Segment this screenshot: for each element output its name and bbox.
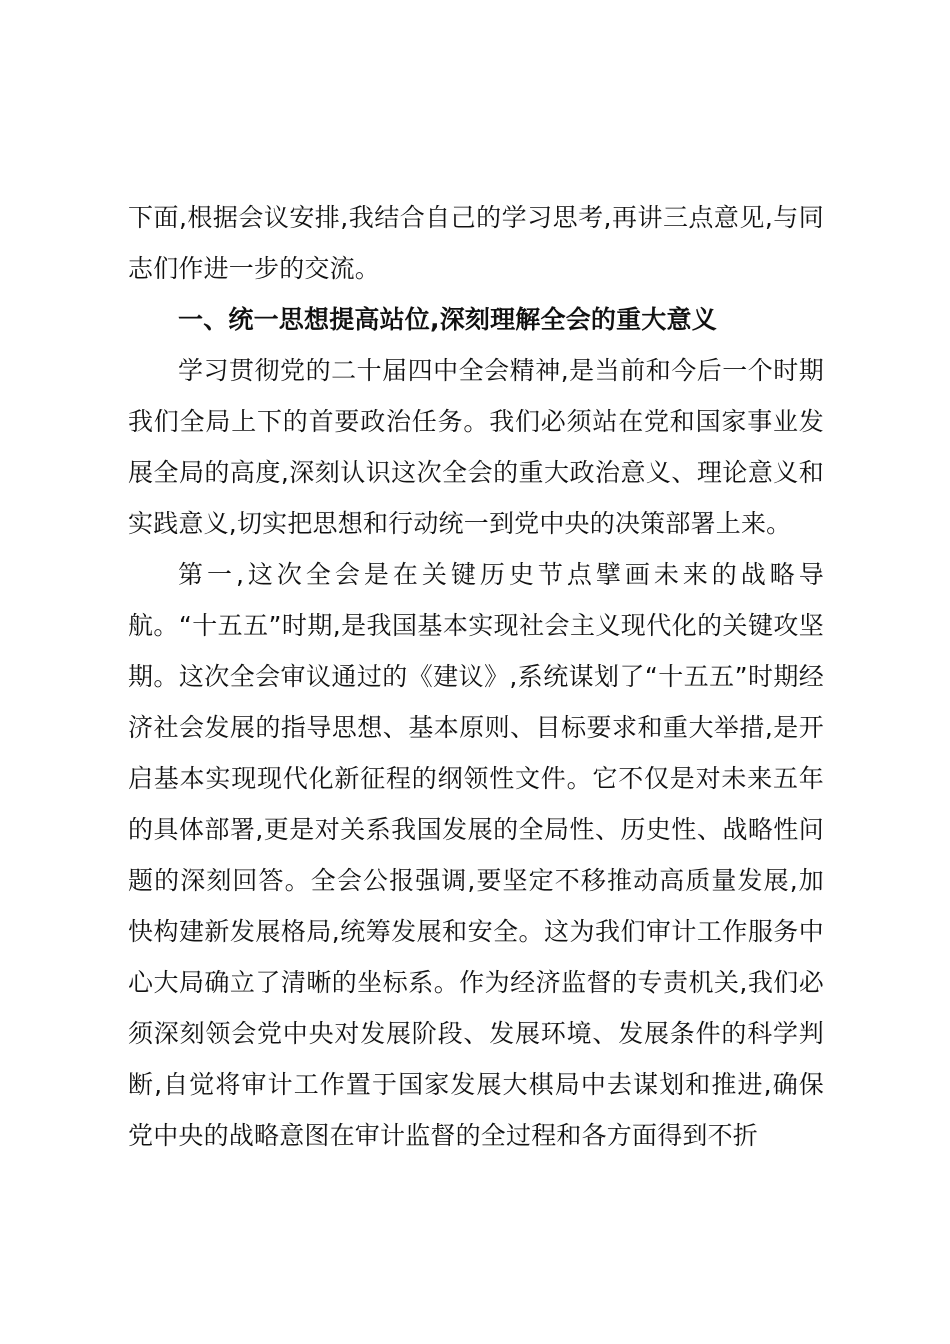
- document-body: [128, 192, 824, 1161]
- section-heading: 一、统一思想提高站位,深刻理解全会的重大意义: [178, 305, 717, 334]
- paragraph-intro: 下面,根据会议安排,我结合自己的学习思考,再讲三点意见,与同志们作进一步的交流。: [128, 203, 824, 283]
- paragraph-task: 学习贯彻党的二十届四中全会精神,是当前和今后一个时期我们全局上下的首要政治任务。我们必须站在党和国家事业发展全局的高度,深刻认识这次全会的重大政治意义、理论意义和实践意义,切实把思想和行动统一到党中央的决策部署上来。: [128, 356, 824, 538]
- paragraph-first-point: 第一,这次全会是在关键历史节点擘画未来的战略导航。“十五五”时期,是我国基本实现社会主义现代化的关键攻坚期。这次全会审议通过的《建议》,系统谋划了“十五五”时期经济社会发展的指导思想、基本原则、目标要求和重大举措,是开启基本实现现代化新征程的纲领性文件。它不仅是对未来五年的具体部署,更是对关系我国发展的全局性、历史性、战略性问题的深刻回答。全会公报强调,要坚定不移推动高质量发展,加快构建新发展格局,统筹发展和安全。这为我们审计工作服务中心大局确立了清晰的坐标系。作为经济监督的专责机关,我们必须深刻领会党中央对发展阶段、发展环境、发展条件的科学判断,自觉将审计工作置于国家发展大棋局中去谋划和推进,确保党中央的战略意图在审计监督的全过程和各方面得到不折: [128, 560, 824, 1150]
